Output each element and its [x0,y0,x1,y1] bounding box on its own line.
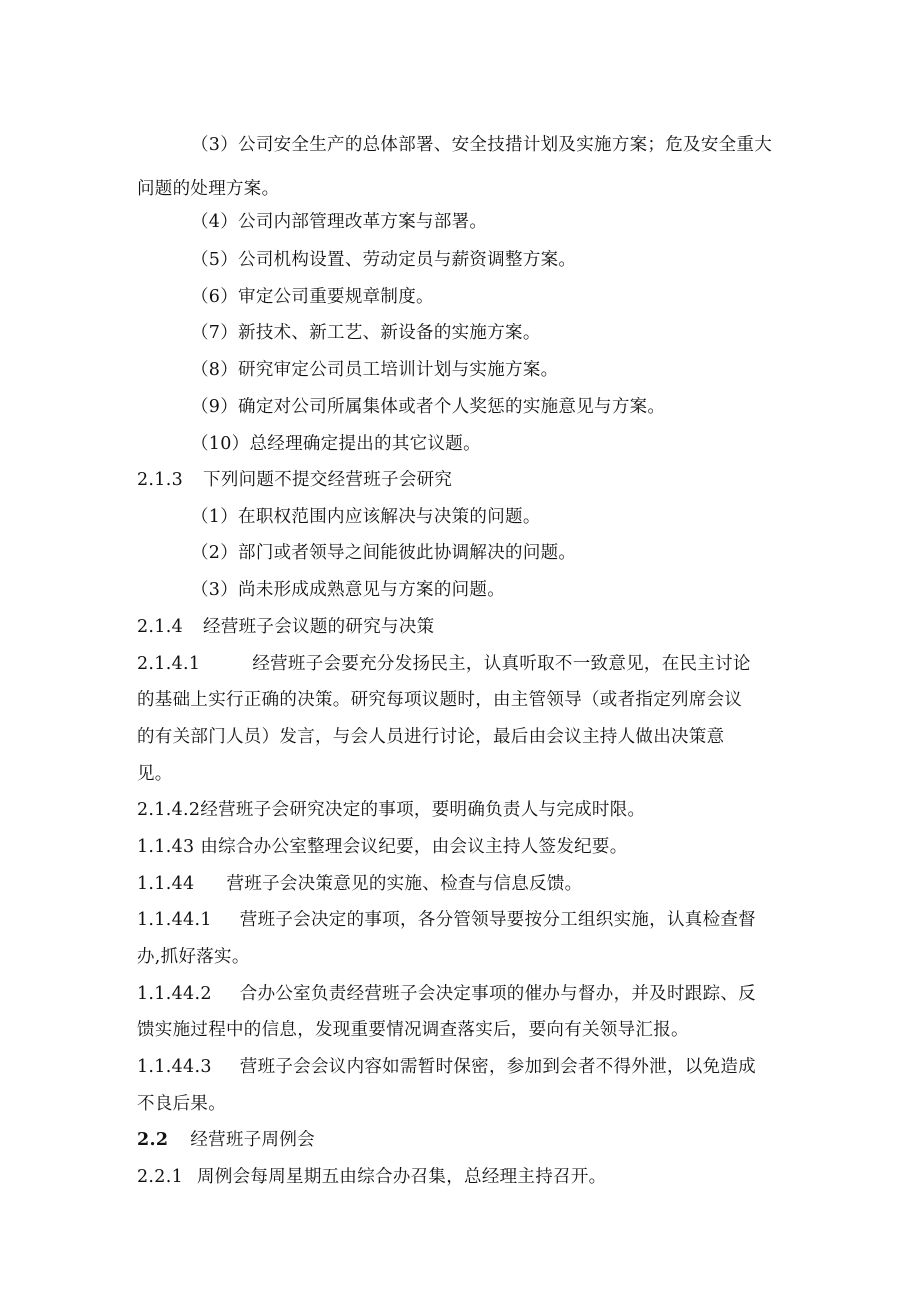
section-number: 1.1.44.3 [137,1057,212,1077]
section-number: 1.1.44.1 [137,910,212,930]
section-number: 2.1.4.1 [137,654,201,674]
section-1-1-44-1: 1.1.44.1 营班子会决定的事项，各分管领导要按分工组织实施，认真检查督 [137,910,756,930]
item-7: （7）新技术、新工艺、新设备的实施方案。 [191,323,541,343]
section-number: 2.1.4 [137,617,184,637]
item-4: （4）公司内部管理改革方案与部署。 [191,212,488,232]
exclusion-2: （2）部门或者领导之间能彼此协调解决的问题。 [191,543,577,563]
section-number: 1.1.44 [137,874,195,894]
item-3-safety: （3）公司安全生产的总体部署、安全技措计划及实施方案；危及安全重大 [191,135,773,155]
section-2-1-4: 2.1.4 经营班子会议题的研究与决策 [137,617,435,637]
section-2-2: 2.2 经营班子周例会 [137,1130,315,1150]
para-continuation: 办,抓好落实。 [137,947,250,967]
section-number: 2.1.3 [137,470,184,490]
item-5: （5）公司机构设置、劳动定员与薪资调整方案。 [191,250,577,270]
exclusion-1: （1）在职权范围内应该解决与决策的问题。 [191,507,541,527]
item-3-continuation: 问题的处理方案。 [137,179,280,199]
section-number: 2.2.1 [137,1167,184,1187]
item-8: （8）研究审定公司员工培训计划与实施方案。 [191,360,559,380]
section-1-1-44-2: 1.1.44.2 合办公室负责经营班子会决定事项的催办与督办，并及时跟踪、反 [137,984,756,1004]
section-1-1-44-3: 1.1.44.3 营班子会会议内容如需暂时保密，参加到会者不得外泄，以免造成 [137,1057,756,1077]
section-2-1-4-1: 2.1.4.1 经营班子会要充分发扬民主，认真听取不一致意见，在民主讨论 [137,654,751,674]
para-continuation: 的有关部门人员）发言，与会人员进行讨论，最后由会议主持人做出决策意 [137,727,725,747]
section-2-2-1: 2.2.1 周例会每周星期五由综合办召集，总经理主持召开。 [137,1167,607,1187]
section-2-1-3: 2.1.3 下列问题不提交经营班子会研究 [137,470,453,490]
item-10: （10）总经理确定提出的其它议题。 [191,434,481,454]
para-continuation: 不良后果。 [137,1094,226,1114]
para-continuation: 馈实施过程中的信息，发现重要情况调查落实后，要向有关领导汇报。 [137,1020,689,1040]
section-2-1-4-2: 2.1.4.2经营班子会研究决定的事项，要明确负责人与完成时限。 [137,800,646,820]
section-number: 2.2 [137,1130,169,1150]
exclusion-3: （3）尚未形成成熟意见与方案的问题。 [191,580,506,600]
section-1-1-43: 1.1.43 由综合办公室整理会议纪要，由会议主持人签发纪要。 [137,837,628,857]
section-number: 1.1.44.2 [137,984,212,1004]
item-9: （9）确定对公司所属集体或者个人奖惩的实施意见与方案。 [191,397,666,417]
para-continuation: 见。 [137,764,173,784]
section-1-1-44: 1.1.44 营班子会决策意见的实施、检查与信息反馈。 [137,874,583,894]
item-6: （6）审定公司重要规章制度。 [191,287,434,307]
para-continuation: 的基础上实行正确的决策。研究每项议题时，由主管领导（或者指定列席会议 [137,690,743,710]
